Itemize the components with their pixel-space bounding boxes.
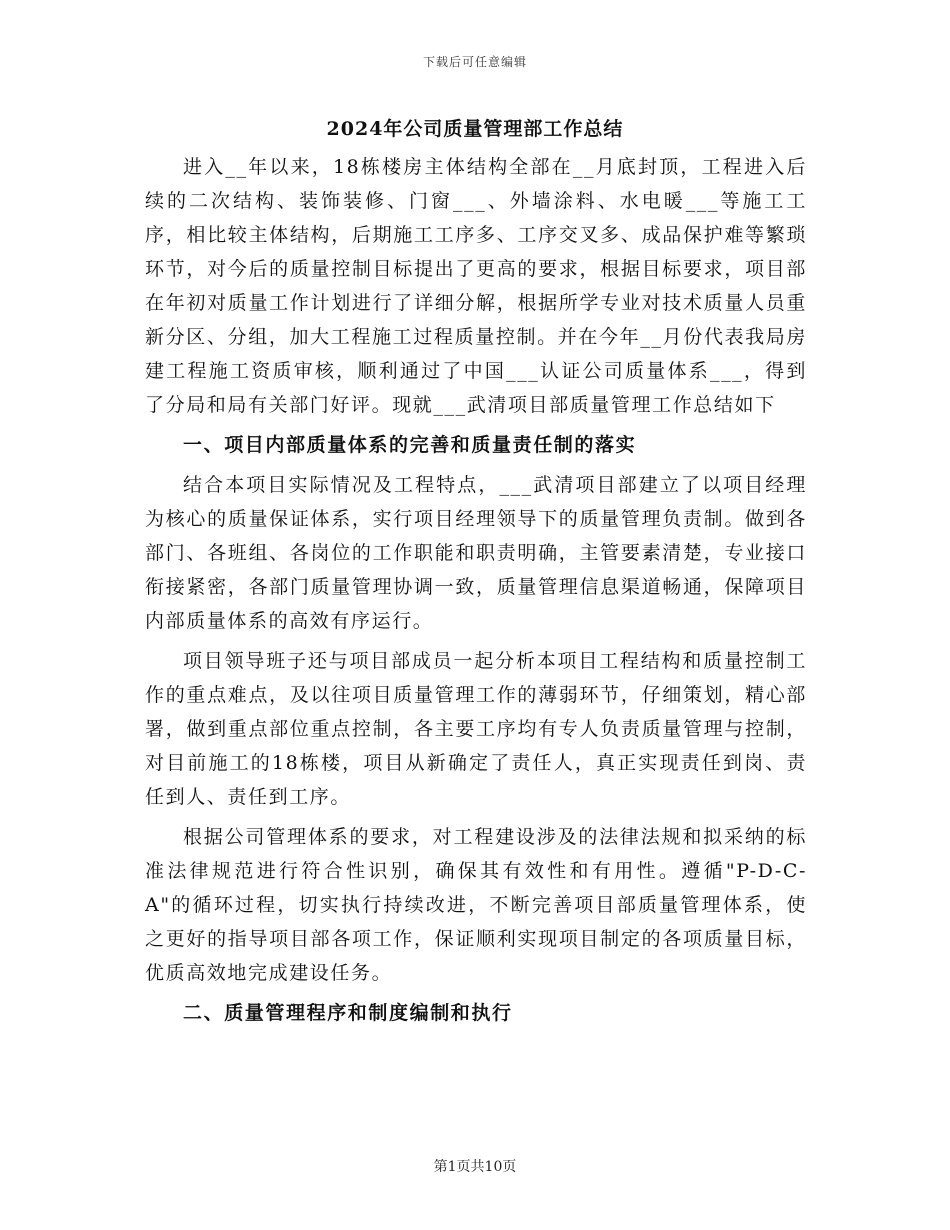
section-heading-1: 一、项目内部质量体系的完善和质量责任制的落实 xyxy=(183,434,637,456)
header-note: 下载后可任意编辑 xyxy=(422,55,527,69)
page-title: 2024年公司质量管理部工作总结 xyxy=(326,118,624,140)
page-footer: 第1页共10页 xyxy=(433,1159,517,1175)
intro-paragraph: 进入__年以来，18栋楼房主体结构全部在__月底封顶，工程进入后续的二次结构、装饰装修、门窗___、外墙涂料、水电暖___等施工工序，相比较主体结构，后期施工工序多、工序交叉多、成品保护难等繁琐环节，对今后的质量控制目标提出了更高的要求，根据目标要求，项目部在年初对质量工作计划进行了详细分解，根据所学专业对技术质量人员重新分区、分组，加大工程施工过程质量控制。并在今年__月份代表我局房建工程施工资质审核，顺利通过了中国___认证公司质量体系___，得到了分局和局有关部门好评。现就___武清项目部质量管理工作总结如下 xyxy=(145,156,807,416)
body-paragraph-3: 根据公司管理体系的要求，对工程建设涉及的法律法规和拟采纳的标准法律规范进行符合性识别，确保其有效性和有用性。遵循"P-D-C-A"的循环过程，切实执行持续改进，不断完善项目部质量管理体系，使之更好的指导项目部各项工作，保证顺利实现项目制定的各项质量目标，优质高效地完成建设任务。 xyxy=(145,826,807,984)
document-body xyxy=(145,150,807,1030)
body-paragraph-1: 结合本项目实际情况及工程特点，___武清项目部建立了以项目经理为核心的质量保证体系，实行项目经理领导下的质量管理负责制。做到各部门、各班组、各岗位的工作职能和职责明确，主管要素清楚，专业接口衔接紧密，各部门质量管理协调一致，质量管理信息渠道畅通，保障项目内部质量体系的高效有序运行。 xyxy=(145,474,807,632)
section-heading-2: 二、质量管理程序和制度编制和执行 xyxy=(183,1002,513,1024)
body-paragraph-2: 项目领导班子还与项目部成员一起分析本项目工程结构和质量控制工作的重点难点，及以往项目质量管理工作的薄弱环节，仔细策划，精心部署，做到重点部位重点控制，各主要工序均有专人负责质量管理与控制，对目前施工的18栋楼，项目从新确定了责任人，真正实现责任到岗、责任到人、责任到工序。 xyxy=(145,650,807,808)
